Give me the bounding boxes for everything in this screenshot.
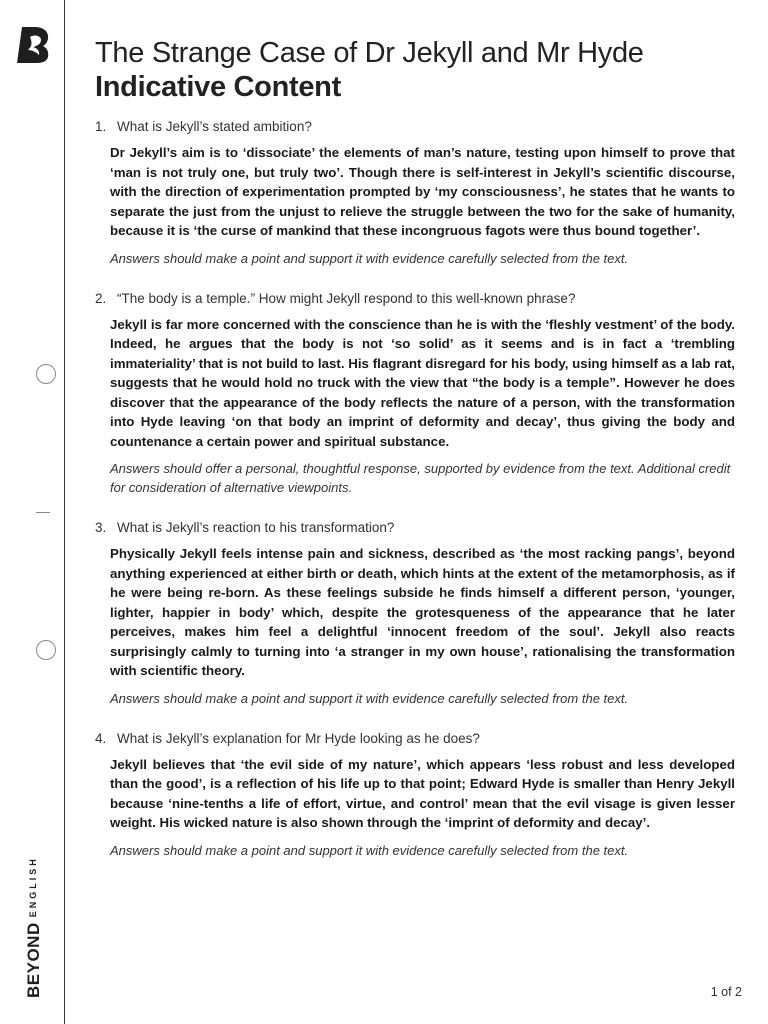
side-brand — [24, 856, 44, 998]
question-block-4 — [95, 730, 735, 860]
doc-title: The Strange Case of Dr Jekyll and Mr Hyde — [95, 37, 644, 69]
question-text: “The body is a temple.” How might Jekyll respond to this well-known phrase? — [117, 290, 576, 306]
margin-rule — [64, 0, 65, 1024]
question-block-2 — [95, 290, 735, 498]
fold-mark — [36, 512, 50, 513]
question-block-3 — [95, 519, 735, 708]
answer-3: Physically Jekyll feels intense pain and sickness, described as ‘the most racking pangs’, beyond anything experienced at either birth or death, which hints at the extent of the metamorphosis, as if he were being re-born. As these feelings subside he finds himself a different person, ‘younger, lighter, happier in body’ which, despite the grotesqueness of the appearance that he later perceives, makes him feel a delightful ‘innocent freedom of the soul’. Jekyll also reacts surprisingly calmly to turning into ‘a stranger in my own house’, rationalising the transformation with scientific theory. — [110, 546, 735, 678]
brand-sub: ENGLISH — [28, 856, 38, 918]
question-text: What is Jekyll’s explanation for Mr Hyde looking as he does? — [117, 730, 480, 746]
page-number: 1 of 2 — [710, 985, 742, 999]
answer-2: Jekyll is far more concerned with the conscience than he is with the ‘fleshly vestment’ of the body. Indeed, he argues that the body is not ‘so solid’ as it seems and is in fact a ‘trembling immateriality’ that is not build to last. His flagrant disregard for his body, using himself as a lab rat, suggests that he would hold no truck with the view that “the body is a temple”. However he does discover that the appearance of the body reflects the nature of a person, with the transformation into Hyde leaving ‘on that body an imprint of deformity and decay’, thus giving the body and countenance a certain power and spiritual substance. — [110, 316, 735, 449]
answer-4: Jekyll believes that ‘the evil side of my nature’, which appears ‘less robust and less developed than the good’, is a reflection of his life up to that point; Edward Hyde is smaller than Henry Jekyll because ‘nine-tenths a life of effort, virtue, and control’ mean that the evil visage is given lesser weight. His wicked nature is also shown through the ‘imprint of deformity and decay’. — [110, 756, 735, 830]
question-number: 1. — [95, 119, 107, 134]
question-1 — [95, 118, 735, 135]
brand-main: BEYOND — [24, 922, 43, 998]
punch-hole-bottom — [36, 640, 56, 660]
question-2 — [95, 290, 735, 307]
marking-note-2: Answers should offer a personal, thoughtful response, supported by evidence from the text. Additional credit for consideration of alternative viewpoints. — [110, 461, 731, 495]
document-body — [95, 36, 735, 882]
question-4 — [95, 730, 735, 747]
question-number: 4. — [95, 730, 107, 746]
punch-hole-top — [36, 364, 56, 384]
doc-subtitle: Indicative Content — [95, 71, 341, 103]
marking-note-3: Answers should make a point and support it with evidence carefully selected from the text. — [110, 690, 629, 706]
question-text: What is Jekyll’s stated ambition? — [117, 119, 312, 134]
marking-note-4: Answers should make a point and support it with evidence carefully selected from the text. — [110, 842, 629, 858]
question-number: 3. — [95, 520, 107, 535]
answer-1: Dr Jekyll’s aim is to ‘dissociate’ the elements of man’s nature, testing upon himself to prove that ‘man is not truly one, but truly two’. Though there is self-interest in Jekyll’s scientific discourse, with the direction of experimentation prompted by ‘my consciousness’, he states that he wants to separate the just from the unjust to relieve the struggle between the two for the sake of humanity, because it is ‘the curse of mankind that these incongruous fagots were thus bound together’. — [110, 145, 735, 238]
question-block-1 — [95, 118, 735, 268]
marking-note-1: Answers should make a point and support it with evidence carefully selected from the text. — [110, 250, 629, 266]
question-text: What is Jekyll’s reaction to his transformation? — [117, 520, 395, 535]
beyond-b-logo-icon — [16, 26, 50, 64]
question-3 — [95, 519, 735, 536]
question-number: 2. — [95, 290, 107, 306]
